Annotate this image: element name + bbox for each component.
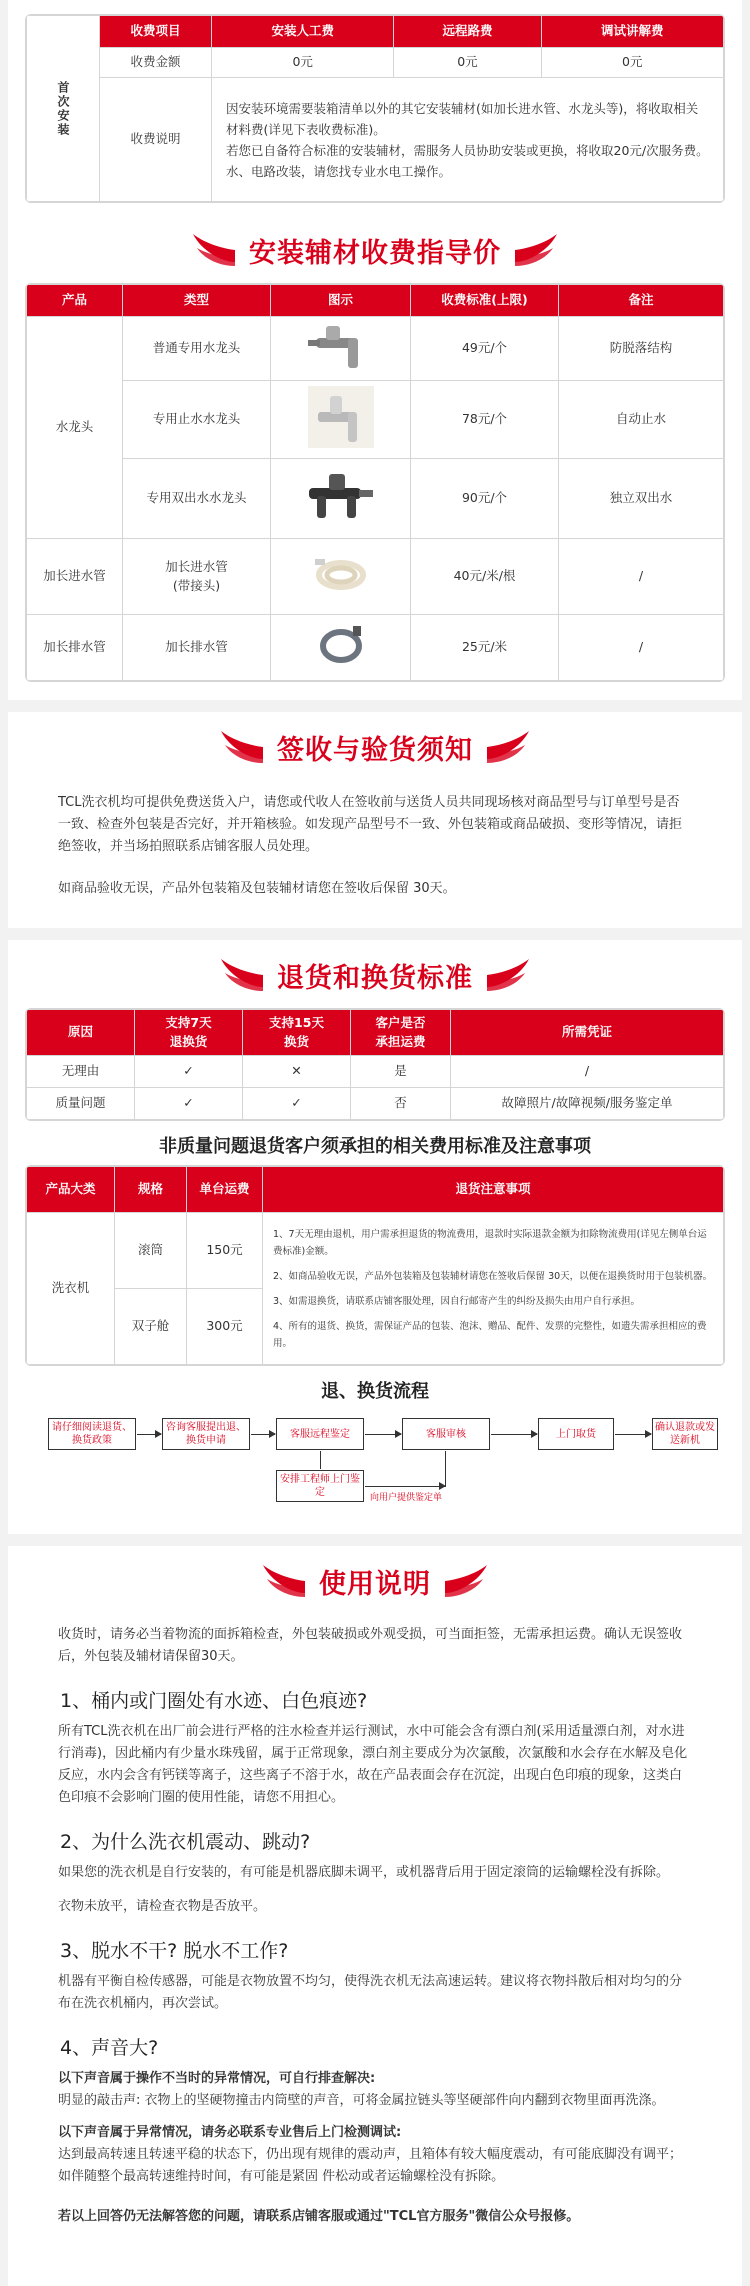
mat-note: 自动止水 — [559, 381, 724, 459]
returns-section — [8, 940, 742, 1534]
answer-text: 衣物未放平，请检查衣物是否放平。 — [58, 1899, 267, 1914]
left-wing-icon — [219, 729, 263, 765]
arrow-right-icon — [365, 1434, 401, 1435]
mat-header-image: 图示 — [271, 285, 411, 317]
return-note: 2、如商品验收无误，产品外包装箱及包装辅材请您在签收后保留 30天，以便在退换货时用于包装机器。 — [273, 1270, 713, 1282]
arrow-right-icon — [137, 1434, 161, 1435]
final-note: 若以上回答仍无法解答您的问题，请联系店铺客服或通过"TCL官方服务"微信公众号报修。 — [58, 2209, 580, 2224]
question-heading: 2、为什么洗衣机震动、跳动? — [60, 1831, 311, 1853]
mat-note: 防脱落结构 — [559, 317, 724, 381]
fee-header-category: 产品大类 — [27, 1167, 115, 1213]
usage-heading — [8, 1548, 742, 1614]
ret-proof: / — [451, 1056, 724, 1088]
fee-desc-line: 水、电路改装，请您找专业水电工操作。 — [226, 163, 452, 179]
right-wing-icon — [487, 957, 531, 993]
receipt-title: 签收与验货须知 — [277, 734, 473, 766]
usage-title: 使用说明 — [319, 1568, 431, 1600]
question-heading: 1、桶内或门圈处有水迹、白色痕迹? — [60, 1690, 368, 1712]
fee-amount-label: 收费金额 — [100, 48, 212, 78]
answer-text: 所有TCL洗衣机在出厂前会进行严格的注水检查并运行测试，水中可能会含有漂白剂(采用适量漂白剂，对水进行消毒)，因此桶内有少量水珠残留，属于正常现象，漂白剂主要成分为次氯酸，次氯酸和水会存在水解及皂化反应，水内会含有钙镁等离子，这些离子不溶于水，故在产品表面会存在沉淀，出现白色印痕的现象，这类白色印痕不会影响门圈的使用性能，请您不用担心。 — [58, 1724, 688, 1805]
check-icon: ✓ — [135, 1088, 243, 1120]
inlet-hose-icon — [271, 539, 411, 615]
ret-header-proof: 所需凭证 — [451, 1010, 724, 1056]
materials-table — [25, 283, 725, 682]
answer-text: 达到最高转速且转速平稳的状态下，仍出现有规律的震动声，且箱体有较大幅度震动，有可能底脚没有调平；如伴随整个最高转速维持时间，有可能是紧固 件松动或者运输螺栓没有拆除。 — [58, 2147, 683, 2184]
receipt-heading — [8, 714, 742, 780]
flow-step: 客服远程鉴定 — [276, 1418, 364, 1450]
mat-note: / — [559, 615, 724, 681]
fee-header-freight: 单台运费 — [187, 1167, 263, 1213]
ret-header-15day: 支持15天 换货 — [243, 1010, 351, 1056]
fee-amount: 300元 — [187, 1289, 263, 1365]
arrow-right-icon — [615, 1434, 651, 1435]
first-install-label: 首次安装 — [27, 16, 100, 202]
fee-desc-text — [212, 78, 724, 202]
answer-text: 机器有平衡自检传感器，可能是衣物放置不均匀，使得洗衣机无法高速运转。建议将衣物抖散后相对均匀的分布在洗衣机桶内，再次尝试。 — [58, 1974, 683, 2011]
fee-header-spec: 规格 — [115, 1167, 187, 1213]
mat-product-drain: 加长排水管 — [27, 615, 123, 681]
question-heading: 3、脱水不干? 脱水不工作? — [60, 1940, 289, 1962]
fee-header-travel: 远程路费 — [394, 16, 541, 48]
fee-amount-labor: 0元 — [212, 48, 394, 78]
returns-title: 退货和换货标准 — [277, 962, 473, 994]
ret-header-freight: 客户是否 承担运费 — [351, 1010, 451, 1056]
receipt-paragraph: 如商品验收无误，产品外包装箱及包装辅材请您在签收后保留 30天。 — [58, 881, 456, 896]
mat-price: 78元/个 — [411, 381, 559, 459]
mat-header-product: 产品 — [27, 285, 123, 317]
flow-step: 确认退款或发送新机 — [652, 1418, 718, 1450]
returns-heading — [8, 942, 742, 1008]
check-icon: ✓ — [135, 1056, 243, 1088]
left-wing-icon — [191, 232, 235, 268]
drain-hose-icon — [271, 615, 411, 681]
flow-step: 上门取货 — [538, 1418, 614, 1450]
arrow-down-icon — [320, 1451, 321, 1469]
mat-product-inlet: 加长进水管 — [27, 539, 123, 615]
usage-section — [8, 1546, 742, 2286]
fee-header-item: 收费项目 — [100, 16, 212, 48]
receipt-paragraph: TCL洗衣机均可提供免费送货入户，请您或代收人在签收前与送货人员共同现场核对商品型号与订单型号是否一致、检查外包装是否完好，并开箱核验。如发现产品型号不一致、外包装箱或商品破损、变形等情况，请拒绝签收，并当场拍照联系店铺客服人员处理。 — [58, 795, 683, 854]
flow-step: 客服审核 — [402, 1418, 490, 1450]
mat-price: 49元/个 — [411, 317, 559, 381]
mat-type: 加长进水管 (带接头) — [123, 539, 271, 615]
mat-type: 加长排水管 — [123, 615, 271, 681]
return-flow-diagram — [48, 1410, 715, 1520]
ret-reason: 质量问题 — [27, 1088, 135, 1120]
mat-type: 专用双出水水龙头 — [123, 459, 271, 539]
stop-faucet-icon — [271, 381, 411, 459]
answer-text: 明显的敲击声: 衣物上的坚硬物撞击内筒壁的声音，可将金属拉链头等坚硬部件向内翻到衣物里面再洗涤。 — [58, 2093, 665, 2108]
ret-freight: 是 — [351, 1056, 451, 1088]
flow-feedback-label: 向用户提供鉴定单 — [370, 1493, 443, 1503]
flow-step: 请仔细阅读退货、换货政策 — [48, 1418, 136, 1450]
fee-amount: 150元 — [187, 1213, 263, 1289]
flow-title: 退、换货流程 — [321, 1381, 429, 1402]
ret-header-reason: 原因 — [27, 1010, 135, 1056]
left-wing-icon — [219, 957, 263, 993]
receipt-section — [8, 712, 742, 928]
question-heading: 4、声音大? — [60, 2037, 159, 2059]
return-note: 3、如需退换货，请联系店铺客服处理，因自行邮寄产生的纠纷及损失由用户自行承担。 — [273, 1295, 641, 1307]
fee-desc-line: 若您已自备符合标准的安装辅材，需服务人员协助安装或更换，将收取20元/次服务费。 — [226, 142, 709, 158]
mat-header-type: 类型 — [123, 285, 271, 317]
return-note: 1、7天无理由退机，用户需承担退货的物流费用，退款时实际退款金额为扣除物流费用(详见左侧单台运费标准)金额。 — [273, 1228, 707, 1257]
connector-line — [445, 1451, 446, 1487]
mat-header-note: 备注 — [559, 285, 724, 317]
ret-freight: 否 — [351, 1088, 451, 1120]
arrow-right-icon — [365, 1486, 445, 1487]
mat-type: 专用止水水龙头 — [123, 381, 271, 459]
fee-spec: 双子舱 — [115, 1289, 187, 1365]
return-note: 4、所有的退货、换货，需保证产品的包装、泡沫、赠品、配件、发票的完整性，如遗失需承担相应的费用。 — [273, 1320, 707, 1349]
right-wing-icon — [445, 1563, 489, 1599]
ret-proof: 故障照片/故障视频/服务鉴定单 — [451, 1088, 724, 1120]
install-fee-table — [25, 14, 725, 203]
return-fee-table — [25, 1165, 725, 1366]
ret-reason: 无理由 — [27, 1056, 135, 1088]
fee-header-labor: 安装人工费 — [212, 16, 394, 48]
mat-product-faucet: 水龙头 — [27, 317, 123, 539]
fee-header-debug: 调试讲解费 — [541, 16, 723, 48]
usage-intro: 收货时，请务必当着物流的面拆箱检查，外包装破损或外观受损，可当面拒签，无需承担运费。确认无误签收后，外包装及辅材请保留30天。 — [58, 1627, 683, 1664]
arrow-right-icon — [491, 1434, 537, 1435]
arrow-right-icon — [251, 1434, 275, 1435]
mat-type: 普通专用水龙头 — [123, 317, 271, 381]
answer-text: 如果您的洗衣机是自行安装的，有可能是机器底脚未调平，或机器背后用于固定滚筒的运输螺栓没有拆除。 — [58, 1865, 670, 1880]
mat-price: 40元/米/根 — [411, 539, 559, 615]
fee-desc-label: 收费说明 — [100, 78, 212, 202]
cross-icon: ✕ — [243, 1056, 351, 1088]
double-faucet-icon — [271, 459, 411, 539]
returns-table — [25, 1008, 725, 1121]
right-wing-icon — [487, 729, 531, 765]
mat-note: 独立双出水 — [559, 459, 724, 539]
fee-spec: 滚筒 — [115, 1213, 187, 1289]
install-fee-section — [8, 0, 742, 700]
right-wing-icon — [515, 232, 559, 268]
fee-standard-title: 非质量问题退货客户须承担的相关费用标准及注意事项 — [159, 1136, 591, 1157]
mat-price: 25元/米 — [411, 615, 559, 681]
mat-header-price: 收费标准(上限) — [411, 285, 559, 317]
materials-heading — [8, 217, 742, 283]
flow-step: 安排工程师上门鉴定 — [276, 1470, 364, 1502]
answer-subheading: 以下声音属于操作不当时的异常情况，可自行排查解决: — [58, 2071, 376, 2086]
faucet-icon — [271, 317, 411, 381]
materials-title: 安装辅材收费指导价 — [249, 237, 501, 269]
fee-header-notes: 退货注意事项 — [263, 1167, 724, 1213]
left-wing-icon — [261, 1563, 305, 1599]
check-icon: ✓ — [243, 1088, 351, 1120]
fee-amount-travel: 0元 — [394, 48, 541, 78]
return-notes — [263, 1213, 724, 1365]
fee-product: 洗衣机 — [27, 1213, 115, 1365]
fee-amount-debug: 0元 — [541, 48, 723, 78]
mat-note: / — [559, 539, 724, 615]
ret-header-7day: 支持7天 退换货 — [135, 1010, 243, 1056]
mat-price: 90元/个 — [411, 459, 559, 539]
fee-desc-line: 因安装环境需要装箱清单以外的其它安装辅材(如加长进水管、水龙头等)，将收取相关材料费(详见下表收费标准)。 — [226, 100, 699, 137]
flow-step: 咨询客服提出退、换货申请 — [162, 1418, 250, 1450]
answer-subheading: 以下声音属于异常情况，请务必联系专业售后上门检测调试: — [58, 2125, 402, 2140]
